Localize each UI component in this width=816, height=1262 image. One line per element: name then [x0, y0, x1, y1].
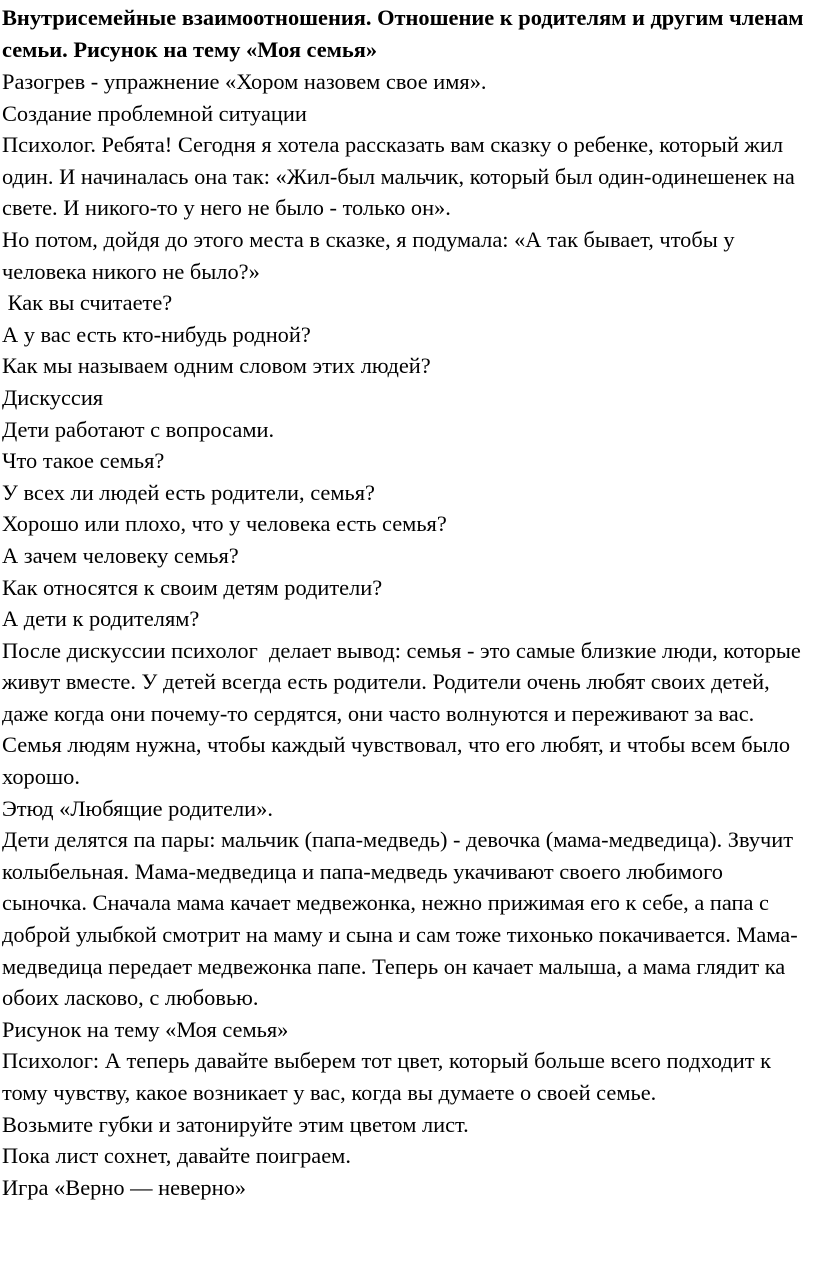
paragraph-lets-play: Пока лист сохнет, давайте поиграем. — [2, 1143, 351, 1169]
paragraph-question-parents-attitude: Как относятся к своим детям родители? — [2, 574, 383, 600]
paragraph-drawing-title: Рисунок на тему «Моя семья» — [2, 1016, 289, 1042]
paragraph-discussion: Дискуссия — [2, 384, 104, 410]
paragraph-problem-situation: Создание проблемной ситуации — [2, 100, 307, 126]
paragraph-question-one-word: Как мы называем одним словом этих людей? — [2, 353, 431, 379]
paragraph-question-why-family: А зачем человеку семья? — [2, 542, 239, 568]
paragraph-fairy-tale: Психолог. Ребята! Сегодня я хотела рассказать вам сказку о ребенке, который жил один. И начиналась она так: «Жил-был мальчик, который был один-одинешенек на свете. И никого-то у него не было - только он». — [2, 132, 795, 221]
paragraph-question-children-attitude: А дети к родителям? — [2, 606, 200, 632]
paragraph-children-work: Дети работают с вопросами. — [2, 416, 275, 442]
paragraph-question-good-bad: Хорошо или плохо, что у человека есть семья? — [2, 511, 447, 537]
paragraph-game-title: Игра «Верно — неверно» — [2, 1174, 246, 1200]
paragraph-etude-description: Дети делятся па пары: мальчик (папа-медведь) - девочка (мама-медведица). Звучит колыбельная. Мама-медведица и папа-медведь укачивают своего любимого сыночка. Сначала мама качает медвежонка, нежно прижимая его к себе, а папа с доброй улыбкой смотрит на маму и сына и сам тоже тихонько покачивается. Мама-медведица передает медвежонка папе. Теперь он качает малыша, а мама глядит ка обоих ласково, с любовью. — [2, 827, 798, 1011]
paragraph-warmup: Разогрев - упражнение «Хором назовем свое имя». — [2, 69, 487, 94]
paragraph-conclusion: После дискуссии психолог делает вывод: семья - это самые близкие люди, которые живут вместе. У детей всегда есть родители. Родители очень любят своих детей, даже когда они почему-то сердятся, они часто волнуются и переживают за вас. Семья людям нужна, чтобы каждый чувствовал, что его любят, и чтобы всем было хорошо. — [2, 637, 807, 790]
document-title: Внутрисемейные взаимоотношения. Отношение к родителям и другим членам семьи. Рисунок на тему «Моя семья» — [2, 5, 804, 62]
paragraph-question-all-parents: У всех ли людей есть родители, семья? — [2, 479, 375, 505]
paragraph-etude-title: Этюд «Любящие родители». — [2, 795, 273, 821]
paragraph-question-what-family: Что такое семья? — [2, 448, 165, 474]
paragraph-sponges: Возьмите губки и затонируйте этим цветом лист. — [2, 1111, 469, 1137]
paragraph-question-relatives: А у вас есть кто-нибудь родной? — [2, 321, 311, 347]
paragraph-question-opinion: Как вы считаете? — [2, 290, 173, 316]
paragraph-thought: Но потом, дойдя до этого места в сказке, я подумала: «А так бывает, чтобы у человека никого не было?» — [2, 226, 735, 284]
paragraph-choose-color: Психолог: А теперь давайте выберем тот цвет, который больше всего подходит к тому чувству, какое возникает у вас, когда вы думаете о своей семье. — [2, 1048, 772, 1105]
